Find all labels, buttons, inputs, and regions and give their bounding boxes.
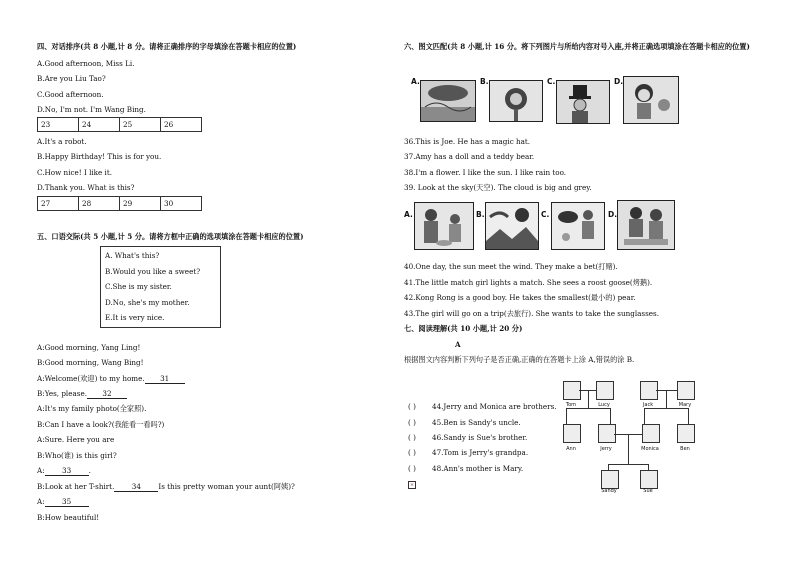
person-name: Jack bbox=[642, 402, 654, 408]
option-item: A. What's this? bbox=[105, 251, 160, 260]
person-face bbox=[596, 381, 614, 400]
answer-paren: ( ) bbox=[408, 464, 416, 473]
judgement-item: 48.Ann's mother is Mary. bbox=[432, 464, 524, 473]
picture-a-sky bbox=[420, 80, 476, 122]
matching-sentence: 36.This is Joe. He has a magic hat. bbox=[404, 137, 531, 146]
judgement-item: 45.Ben is Sandy's uncle. bbox=[432, 418, 521, 427]
matching-sentence: 42.Kong Rong is a good boy. He takes the smallest(最小的) pear. bbox=[404, 293, 636, 302]
picture-c-magic-hat bbox=[556, 80, 610, 124]
picture-c-match-girl bbox=[551, 202, 605, 250]
dialog-option: D.Thank you. What is this? bbox=[37, 183, 135, 192]
dialog-option: A.It's a robot. bbox=[37, 137, 87, 146]
matching-sentence: 38.I'm a flower. I like the sun. I like rain too. bbox=[404, 168, 567, 177]
picture-d-trip bbox=[617, 200, 675, 250]
instruction: 根据图文内容判断下列句子是否正确,正确的在答题卡上涂 A,错误的涂 B. bbox=[404, 355, 635, 364]
answer-blank: 33 bbox=[45, 466, 89, 476]
picture-label: B. bbox=[480, 77, 489, 86]
person-face bbox=[677, 381, 695, 400]
answer-blank: 31 bbox=[145, 374, 185, 384]
person-name: Jerry bbox=[600, 446, 612, 452]
dialog-line: A: 35 bbox=[37, 497, 89, 507]
grid-cell: 24 bbox=[79, 118, 120, 132]
person-name: Mary bbox=[678, 402, 692, 408]
grid-cell: 30 bbox=[161, 197, 202, 211]
picture-a-kong-rong bbox=[414, 202, 474, 250]
judgement-item: 46.Sandy is Sue's brother. bbox=[432, 433, 528, 442]
dialog-line: A: 33 . bbox=[37, 466, 91, 475]
dialog-option: D.No, I'm not. I'm Wang Bing. bbox=[37, 105, 146, 114]
answer-grid-2 bbox=[37, 196, 202, 211]
dialog-option: B.Happy Birthday! This is for you. bbox=[37, 152, 162, 161]
judgement-item: 47.Tom is Jerry's grandpa. bbox=[432, 448, 529, 457]
dialog-line: A:Sure. Here you are bbox=[37, 435, 115, 444]
matching-sentence: 43.The girl will go on a trip(去旅行). She wants to take the sunglasses. bbox=[404, 309, 660, 318]
person-name: Sue bbox=[643, 488, 653, 494]
matching-sentence: 37.Amy has a doll and a teddy bear. bbox=[404, 152, 535, 161]
dialog-line: B:Look at her T-shirt. 34 Is this pretty woman your aunt(阿姨)? bbox=[37, 482, 295, 491]
picture-label: A. bbox=[411, 77, 420, 86]
picture-label: C. bbox=[541, 210, 550, 219]
dialog-option: C.How nice! I like it. bbox=[37, 168, 113, 177]
dialog-line: B:Can I have a look?(我能看一看吗?) bbox=[37, 420, 165, 429]
person-face bbox=[677, 424, 695, 443]
answer-paren: ( ) bbox=[408, 418, 416, 427]
answer-paren: ( ) bbox=[408, 448, 416, 457]
picture-label: C. bbox=[547, 77, 556, 86]
dialog-option: B.Are you Liu Tao? bbox=[37, 74, 106, 83]
picture-label: D. bbox=[614, 77, 624, 86]
person-name: Monica bbox=[641, 446, 659, 452]
person-face bbox=[563, 424, 581, 443]
section4-heading: 四、对话排序(共 8 小题,计 8 分。请将正确排序的字母填涂在答题卡相应的位置) bbox=[37, 42, 297, 51]
dialog-line: B:Good morning, Wang Bing! bbox=[37, 358, 144, 367]
option-item: C.She is my sister. bbox=[105, 282, 172, 291]
matching-sentence: 39. Look at the sky(天空). The cloud is big and grey. bbox=[404, 183, 592, 192]
picture-label: B. bbox=[476, 210, 485, 219]
person-face bbox=[640, 470, 658, 489]
grid-cell: 29 bbox=[120, 197, 161, 211]
image-placeholder-icon: × bbox=[409, 482, 415, 488]
dialog-line: A:Good morning, Yang Ling! bbox=[37, 343, 141, 352]
section7-heading: 七、阅读理解(共 10 小题,计 20 分) bbox=[404, 324, 523, 333]
grid-cell: 28 bbox=[79, 197, 120, 211]
picture-label: A. bbox=[404, 210, 413, 219]
person-name: Tom bbox=[565, 402, 577, 408]
answer-blank: 32 bbox=[87, 389, 127, 399]
answer-paren: ( ) bbox=[408, 433, 416, 442]
part-label: A bbox=[455, 340, 461, 349]
option-item: B.Would you like a sweet? bbox=[105, 267, 201, 276]
options-box bbox=[100, 246, 221, 328]
person-name: Ann bbox=[566, 446, 576, 452]
grid-cell: 25 bbox=[120, 118, 161, 132]
section5-heading: 五、口语交际(共 5 小题,计 5 分。请将方框中正确的选项填涂在答题卡相应的位置) bbox=[37, 232, 304, 241]
option-item: E.It is very nice. bbox=[105, 313, 165, 322]
dialog-line: A:It's my family photo(全家照). bbox=[37, 404, 147, 413]
judgement-item: 44.Jerry and Monica are brothers. bbox=[432, 402, 557, 411]
answer-blank: 35 bbox=[45, 497, 89, 507]
picture-b-sun-wind bbox=[485, 202, 539, 250]
answer-paren: ( ) bbox=[408, 402, 416, 411]
dialog-line: B:Yes, please. 32 bbox=[37, 389, 127, 399]
grid-cell: 26 bbox=[161, 118, 202, 132]
answer-blank: 34 bbox=[114, 482, 158, 492]
dialog-line: B:Who(谁) is this girl? bbox=[37, 451, 117, 460]
answer-grid-1 bbox=[37, 117, 202, 132]
option-item: D.No, she's my mother. bbox=[105, 298, 190, 307]
person-face bbox=[601, 470, 619, 489]
grid-cell: 23 bbox=[38, 118, 79, 132]
matching-sentence: 40.One day, the sun meet the wind. They make a bet(打赌). bbox=[404, 262, 618, 271]
dialog-line: B:How beautiful! bbox=[37, 513, 100, 522]
picture-label: D. bbox=[608, 210, 618, 219]
grid-cell: 27 bbox=[38, 197, 79, 211]
matching-sentence: 41.The little match girl lights a match. She sees a roost goose(烤鹅). bbox=[404, 278, 653, 287]
person-name: Sandy bbox=[601, 488, 617, 494]
dialog-option: C.Good afternoon. bbox=[37, 90, 104, 99]
section6-heading: 六、图文匹配(共 8 小题,计 16 分。将下列图片与所给内容对号入座,并将正确选项填涂在答题卡相应的位置) bbox=[404, 42, 750, 51]
dialog-line: A:Welcome(欢迎) to my home. 31 bbox=[37, 374, 185, 384]
picture-b-flower bbox=[489, 80, 543, 122]
person-name: Ben bbox=[680, 446, 690, 452]
person-face bbox=[642, 424, 660, 443]
person-name: Lucy bbox=[598, 402, 610, 408]
picture-d-doll-bear bbox=[623, 76, 679, 124]
dialog-option: A.Good afternoon, Miss Li. bbox=[37, 59, 135, 68]
